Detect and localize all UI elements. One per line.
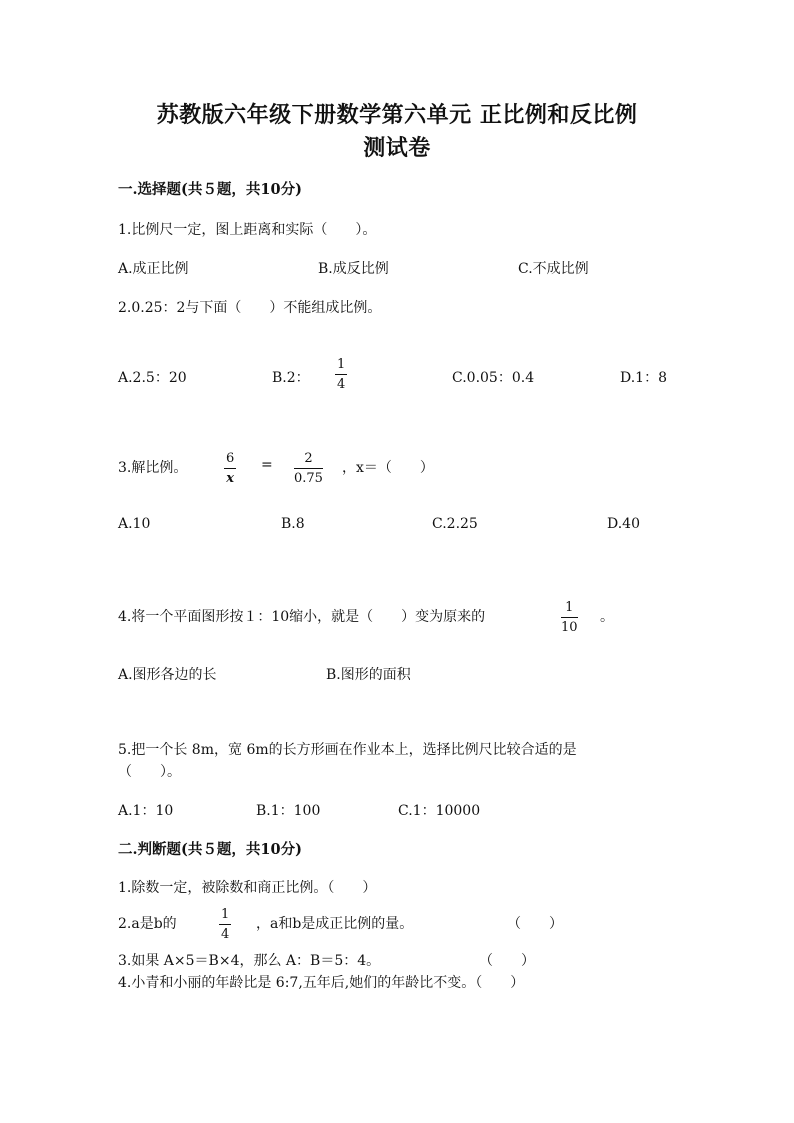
q3-option-b: B.8 [281, 516, 305, 532]
fraction-numerator: 2 [304, 451, 313, 466]
judge-question-3-paren: （ ） [479, 953, 535, 969]
q2-option-b: B.2： [272, 370, 310, 386]
question-5-line1: 5.把一个长 8m，宽 6m的长方形画在作业本上，选择比例尺比较合适的是 [118, 742, 577, 758]
q3-option-d: D.40 [607, 516, 640, 532]
q1-option-a: A.成正比例 [118, 261, 189, 277]
q3-option-c: C.2.25 [432, 516, 478, 532]
question-4-text: 4.将一个平面图形按１：10缩小，就是（ ）变为原来的 [118, 609, 486, 625]
q3-option-a: A.10 [118, 516, 151, 532]
page-subtitle: 测试卷 [363, 135, 431, 161]
q3-fraction-right [294, 452, 323, 485]
question-1-text: 1.比例尺一定，图上距离和实际（ ）。 [118, 222, 377, 238]
judge-question-2-paren: （ ） [507, 916, 563, 932]
judge-question-4: 4.小青和小丽的年龄比是 6:7,五年后,她们的年龄比不变。（ ） [118, 975, 525, 991]
judge-question-2-prefix: 2.a是b的 [118, 916, 177, 932]
judge-question-2-suffix: ，a和b是成正比例的量。 [256, 916, 414, 932]
fraction-denominator: 10 [561, 620, 578, 635]
page-title: 苏教版六年级下册数学第六单元 正比例和反比例 [156, 102, 638, 128]
fraction-numerator: 1 [337, 357, 346, 372]
fraction-denominator: 0.75 [294, 471, 323, 486]
fraction-numerator: 1 [565, 600, 574, 615]
fraction-denominator: 4 [337, 377, 346, 392]
fraction-denominator: 4 [221, 927, 230, 942]
q3-suffix: ，x＝（ ） [342, 460, 434, 476]
q4-option-a: A.图形各边的长 [118, 667, 217, 683]
fraction-denominator: x [226, 471, 235, 486]
question-5-line2: （ ）。 [118, 764, 181, 780]
q4-fraction [561, 601, 578, 634]
q1-option-b: B.成反比例 [318, 261, 389, 277]
q3-fraction-left [224, 452, 236, 485]
q5-option-b: B.1：100 [256, 803, 321, 819]
q3-equals: = [261, 457, 273, 473]
q2-option-c: C.0.05：0.4 [452, 370, 535, 386]
judge-question-1: 1.除数一定，被除数和商正比例。（ ） [118, 880, 377, 896]
judge-q2-fraction [219, 908, 231, 941]
q1-option-c: C.不成比例 [518, 261, 589, 277]
q2-fraction [335, 358, 347, 391]
fraction-numerator: 1 [221, 907, 230, 922]
section-heading-choice: 一.选择题(共５题，共10分) [118, 181, 302, 198]
question-2-text: 2.0.25：2与下面（ ）不能组成比例。 [118, 300, 382, 316]
question-3-prefix: 3.解比例。 [118, 460, 188, 476]
q4-end: 。 [600, 609, 614, 625]
q5-option-a: A.1：10 [118, 803, 174, 819]
q4-option-b: B.图形的面积 [326, 667, 411, 683]
fraction-numerator: 6 [226, 451, 235, 466]
q2-option-a: A.2.5：20 [118, 370, 187, 386]
section-heading-judge: 二.判断题(共５题，共10分) [118, 841, 302, 858]
q2-option-d: D.1：8 [620, 370, 667, 386]
judge-question-3: 3.如果 A×5＝B×4，那么 A：B＝5：4。 [118, 953, 381, 969]
q5-option-c: C.1：10000 [398, 803, 481, 819]
